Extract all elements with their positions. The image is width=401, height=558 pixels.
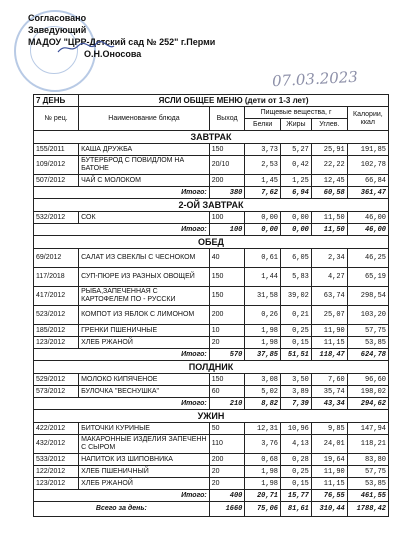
carbs: 11,50 (311, 212, 347, 224)
calories: 57,75 (347, 325, 388, 337)
section-title: ПОЛДНИК (34, 361, 389, 374)
protein: 3,73 (245, 144, 281, 156)
grand-total-label: Всего за день: (34, 502, 210, 517)
fat: 0,42 (281, 156, 312, 175)
dish-name: МОЛОКО КИПЯЧЕНОЕ (79, 374, 210, 386)
grand-protein: 75,06 (245, 502, 281, 517)
fat: 0,21 (281, 306, 312, 325)
approval-line: Согласовано (28, 13, 87, 23)
col-name: Наименование блюда (79, 107, 210, 131)
menu-body (34, 131, 389, 517)
protein: 1,98 (245, 325, 281, 337)
recipe-number: 123/2012 (34, 337, 79, 349)
recipe-number: 573/2012 (34, 386, 79, 398)
fat: 0,15 (281, 478, 312, 490)
calories: 118,21 (347, 435, 388, 454)
total-carbs: 43,34 (311, 398, 347, 410)
grand-calories: 1788,42 (347, 502, 388, 517)
carbs: 11,15 (311, 478, 347, 490)
protein: 0,61 (245, 249, 281, 268)
total-protein: 8,82 (245, 398, 281, 410)
total-label: Итого: (34, 490, 210, 502)
protein: 0,00 (245, 212, 281, 224)
recipe-number: 69/2012 (34, 249, 79, 268)
total-carbs: 60,58 (311, 187, 347, 199)
day-label: 7 ДЕНЬ (34, 95, 79, 107)
calories: 53,85 (347, 478, 388, 490)
total-portion: 210 (209, 398, 245, 410)
fat: 0,15 (281, 337, 312, 349)
col-protein: Белки (245, 119, 281, 131)
grand-carbs: 310,44 (311, 502, 347, 517)
col-output: Выход (209, 107, 245, 131)
carbs: 11,15 (311, 337, 347, 349)
recipe-number: 123/2012 (34, 478, 79, 490)
total-calories: 461,55 (347, 490, 388, 502)
portion: 150 (209, 374, 245, 386)
dish-name: СУП-ПЮРЕ ИЗ РАЗНЫХ ОВОЩЕЙ (79, 268, 210, 287)
carbs: 19,64 (311, 454, 347, 466)
portion: 200 (209, 175, 245, 187)
portion: 110 (209, 435, 245, 454)
col-nutrients: Пищевые вещества, г (245, 107, 347, 119)
total-portion: 400 (209, 490, 245, 502)
signatory-line: О.Н.Оносова (84, 49, 142, 59)
table-row (34, 374, 389, 386)
carbs: 9,85 (311, 423, 347, 435)
carbs: 25,07 (311, 306, 347, 325)
total-fat: 51,51 (281, 349, 312, 361)
section-title: ЗАВТРАК (34, 131, 389, 144)
fat: 1,25 (281, 175, 312, 187)
col-code: № рец. (34, 107, 79, 131)
portion: 150 (209, 287, 245, 306)
protein: 1,44 (245, 268, 281, 287)
recipe-number: 422/2012 (34, 423, 79, 435)
recipe-number: 523/2012 (34, 306, 79, 325)
section-title: ОБЕД (34, 236, 389, 249)
total-portion: 570 (209, 349, 245, 361)
section-header (34, 199, 389, 212)
table-row (34, 144, 389, 156)
carbs: 12,45 (311, 175, 347, 187)
total-calories: 624,78 (347, 349, 388, 361)
total-fat: 0,00 (281, 224, 312, 236)
dish-name: САЛАТ ИЗ СВЕКЛЫ С ЧЕСНОКОМ (79, 249, 210, 268)
section-title: 2-ОЙ ЗАВТРАК (34, 199, 389, 212)
recipe-number: 117/2018 (34, 268, 79, 287)
protein: 0,26 (245, 306, 281, 325)
recipe-number: 432/2012 (34, 435, 79, 454)
total-carbs: 11,50 (311, 224, 347, 236)
recipe-number: 155/2011 (34, 144, 79, 156)
table-row (34, 478, 389, 490)
dish-name: МАКАРОННЫЕ ИЗДЕЛИЯ ЗАПЕЧЕНН С СЫРОМ (79, 435, 210, 454)
protein: 3,08 (245, 374, 281, 386)
organization-line: МАДОУ "ЦРР-Детский сад № 252" г.Перми (28, 37, 216, 47)
col-calories: Калории, ккал (347, 107, 388, 131)
total-portion: 380 (209, 187, 245, 199)
protein: 1,98 (245, 478, 281, 490)
protein: 1,45 (245, 175, 281, 187)
protein: 3,76 (245, 435, 281, 454)
fat: 6,05 (281, 249, 312, 268)
total-label: Итого: (34, 398, 210, 410)
portion: 200 (209, 454, 245, 466)
table-row (34, 325, 389, 337)
col-fat: Жиры (281, 119, 312, 131)
carbs: 25,91 (311, 144, 347, 156)
table-row (34, 249, 389, 268)
calories: 83,80 (347, 454, 388, 466)
total-protein: 37,85 (245, 349, 281, 361)
table-row (34, 268, 389, 287)
fat: 3,89 (281, 386, 312, 398)
portion: 20/10 (209, 156, 245, 175)
portion: 20 (209, 478, 245, 490)
fat: 0,00 (281, 212, 312, 224)
protein: 2,53 (245, 156, 281, 175)
total-protein: 0,00 (245, 224, 281, 236)
section-total-row (34, 349, 389, 361)
calories: 66,84 (347, 175, 388, 187)
fat: 3,50 (281, 374, 312, 386)
total-calories: 46,00 (347, 224, 388, 236)
dish-name: ХЛЕБ РЖАНОЙ (79, 478, 210, 490)
calories: 46,00 (347, 212, 388, 224)
grand-portion: 1660 (209, 502, 245, 517)
calories: 191,85 (347, 144, 388, 156)
table-row (34, 212, 389, 224)
dish-name: НАПИТОК ИЗ ШИПОВНИКА (79, 454, 210, 466)
portion: 20 (209, 466, 245, 478)
grand-total-row (34, 502, 389, 517)
menu-table (33, 94, 389, 517)
dish-name: РЫБА,ЗАПЕЧЕННАЯ С КАРТОФЕЛЕМ ПО - РУССКИ (79, 287, 210, 306)
dish-name: БУТЕРБРОД С ПОВИДЛОМ НА БАТОНЕ (79, 156, 210, 175)
section-header (34, 236, 389, 249)
section-header (34, 410, 389, 423)
portion: 10 (209, 325, 245, 337)
section-title: УЖИН (34, 410, 389, 423)
total-protein: 7,62 (245, 187, 281, 199)
total-label: Итого: (34, 224, 210, 236)
protein: 12,31 (245, 423, 281, 435)
protein: 31,58 (245, 287, 281, 306)
recipe-number: 532/2012 (34, 212, 79, 224)
table-row (34, 454, 389, 466)
fat: 0,28 (281, 454, 312, 466)
fat: 0,25 (281, 325, 312, 337)
total-label: Итого: (34, 187, 210, 199)
calories: 53,85 (347, 337, 388, 349)
section-total-row (34, 224, 389, 236)
portion: 200 (209, 306, 245, 325)
recipe-number: 185/2012 (34, 325, 79, 337)
total-portion: 100 (209, 224, 245, 236)
section-header (34, 361, 389, 374)
recipe-number: 109/2012 (34, 156, 79, 175)
section-header (34, 131, 389, 144)
total-carbs: 76,55 (311, 490, 347, 502)
total-calories: 361,47 (347, 187, 388, 199)
table-row (34, 435, 389, 454)
calories: 198,02 (347, 386, 388, 398)
carbs: 35,74 (311, 386, 347, 398)
carbs: 11,90 (311, 325, 347, 337)
col-carbs: Углев. (311, 119, 347, 131)
calories: 65,19 (347, 268, 388, 287)
protein: 5,02 (245, 386, 281, 398)
header-row (34, 107, 389, 119)
dish-name: СОК (79, 212, 210, 224)
calories: 102,78 (347, 156, 388, 175)
dish-name: КОМПОТ ИЗ ЯБЛОК С ЛИМОНОМ (79, 306, 210, 325)
total-label: Итого: (34, 349, 210, 361)
dish-name: ЧАЙ С МОЛОКОМ (79, 175, 210, 187)
signature-icon (56, 40, 116, 56)
section-total-row (34, 187, 389, 199)
table-row (34, 156, 389, 175)
protein: 1,98 (245, 466, 281, 478)
section-total-row (34, 398, 389, 410)
portion: 60 (209, 386, 245, 398)
fat: 4,13 (281, 435, 312, 454)
recipe-number: 533/2012 (34, 454, 79, 466)
total-fat: 7,39 (281, 398, 312, 410)
menu-title: ЯСЛИ ОБЩЕЕ МЕНЮ (дети от 1-3 лет) (79, 95, 389, 107)
portion: 150 (209, 268, 245, 287)
protein: 0,68 (245, 454, 281, 466)
position-line: Заведующий (28, 25, 87, 35)
carbs: 63,74 (311, 287, 347, 306)
recipe-number: 417/2012 (34, 287, 79, 306)
handwritten-date: 07.03.2023 (271, 67, 359, 91)
carbs: 2,34 (311, 249, 347, 268)
carbs: 22,22 (311, 156, 347, 175)
table-row (34, 337, 389, 349)
table-row (34, 287, 389, 306)
table-title-row (34, 95, 389, 107)
fat: 10,96 (281, 423, 312, 435)
calories: 298,54 (347, 287, 388, 306)
calories: 103,20 (347, 306, 388, 325)
carbs: 24,01 (311, 435, 347, 454)
dish-name: БИТОЧКИ КУРИНЫЕ (79, 423, 210, 435)
grand-fat: 81,61 (281, 502, 312, 517)
portion: 100 (209, 212, 245, 224)
section-total-row (34, 490, 389, 502)
portion: 50 (209, 423, 245, 435)
carbs: 7,60 (311, 374, 347, 386)
table-row (34, 386, 389, 398)
total-fat: 6,94 (281, 187, 312, 199)
calories: 46,25 (347, 249, 388, 268)
portion: 150 (209, 144, 245, 156)
fat: 5,83 (281, 268, 312, 287)
calories: 57,75 (347, 466, 388, 478)
table-row (34, 423, 389, 435)
dish-name: БУЛОЧКА "ВЕСНУШКА" (79, 386, 210, 398)
dish-name: ГРЕНКИ ПШЕНИЧНЫЕ (79, 325, 210, 337)
protein: 1,98 (245, 337, 281, 349)
dish-name: ХЛЕБ РЖАНОЙ (79, 337, 210, 349)
calories: 96,60 (347, 374, 388, 386)
fat: 5,27 (281, 144, 312, 156)
total-fat: 15,77 (281, 490, 312, 502)
recipe-number: 507/2012 (34, 175, 79, 187)
table-row (34, 306, 389, 325)
carbs: 11,90 (311, 466, 347, 478)
table-row (34, 466, 389, 478)
total-carbs: 118,47 (311, 349, 347, 361)
total-calories: 294,62 (347, 398, 388, 410)
total-protein: 20,71 (245, 490, 281, 502)
portion: 20 (209, 337, 245, 349)
carbs: 4,27 (311, 268, 347, 287)
dish-name: КАША ДРУЖБА (79, 144, 210, 156)
fat: 39,02 (281, 287, 312, 306)
portion: 40 (209, 249, 245, 268)
recipe-number: 122/2012 (34, 466, 79, 478)
recipe-number: 529/2012 (34, 374, 79, 386)
calories: 147,94 (347, 423, 388, 435)
table-row (34, 175, 389, 187)
fat: 0,25 (281, 466, 312, 478)
dish-name: ХЛЕБ ПШЕНИЧНЫЙ (79, 466, 210, 478)
